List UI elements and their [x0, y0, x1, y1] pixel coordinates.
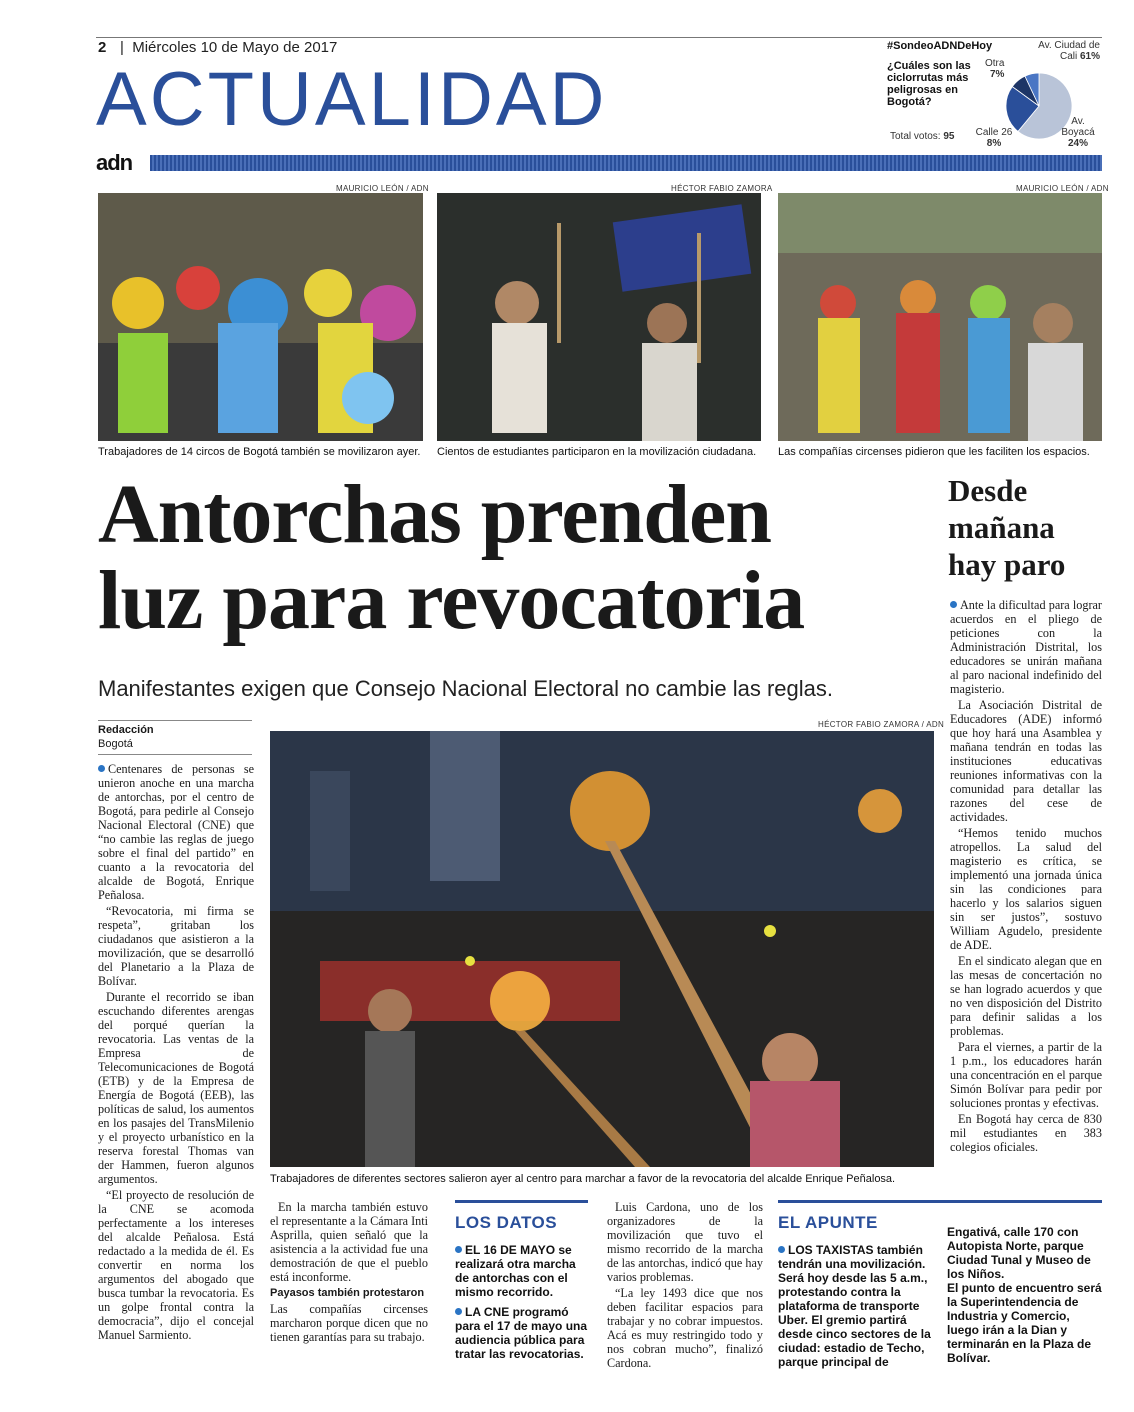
paragraph: En la marcha también estuvo el representante a la Cámara Inti Asprilla, quien señaló que la asistencia a la actividad fue una demostración de que el pueblo está inconforme.	[270, 1200, 429, 1284]
headline-line-2: luz para revocatoria	[98, 554, 805, 647]
photo-credit-main: HÉCTOR FABIO ZAMORA / ADN	[818, 720, 945, 729]
poll-label-calle26-name: Calle 26	[975, 127, 1013, 138]
sidebar-body	[950, 598, 1102, 1156]
headline-line-1: Antorchas prenden	[98, 468, 772, 561]
datos-item-2: LA CNE programó para el 17 de mayo una audiencia pública para tratar las revocatorias.	[455, 1305, 588, 1361]
apunte-column-2: Engativá, calle 170 con Autopista Norte, parque Ciudad Tunal y Museo de los Niños. El punto de encuentro será la Superintendencia de Industria y Comercio, luego irán a la Dian y terminarán en la Plaza de Bolívar.	[947, 1225, 1102, 1365]
inline-subhead: Payasos también protestaron	[270, 1287, 425, 1299]
byline-rule	[98, 720, 252, 721]
paragraph: “El proyecto de resolución de la CNE se acomoda perfectamente a los intereses del alcalde Peñalosa. Está redactado a la medida de él. Es convertir en norma los argumentos del abogado que busca tumbar la revocatoria. Es un golpe frontal contra la democracia”, dijo el concejal Manuel Sarmiento.	[98, 1188, 254, 1342]
paragraph: “La ley 1493 dice que nos deben facilitar espacios para trabajar y no cobrar impuestos. Acá es muy restringido todo y nos cobran mucho”, finalizó Cardona.	[607, 1286, 763, 1370]
photo-caption-3: Las compañías circenses pidieron que les faciliten los espacios.	[778, 446, 1090, 458]
apunte-title: EL APUNTE	[778, 1213, 878, 1232]
adn-logo: adn	[96, 150, 133, 175]
photo-circus-workers	[98, 193, 423, 441]
top-rule	[96, 37, 1102, 38]
date-text: Miércoles 10 de Mayo de 2017	[132, 39, 338, 56]
article-column-4	[607, 1200, 763, 1372]
poll-hashtag: #SondeoADNDeHoy	[887, 40, 993, 52]
paragraph: En Bogotá hay cerca de 830 mil estudiantes en 383 colegios oficiales.	[950, 1112, 1102, 1154]
poll-value-otra: 7%	[990, 69, 1005, 80]
paragraph: Durante el recorrido se iban escuchando diferentes arengas del porqué querían la revocatoria. Las ventas de la Empresa de Telecomunicaciones de Bogotá (ETB) y de la Empresa de Energía de Bogotá (EEB), las políticas de salud, los aumentos en los pasajes del TransMilenio y el proyecto urbanístico en la reserva forestal Thomas van der Hammen, fueron algunos argumentos.	[98, 990, 254, 1186]
poll-label-boyaca	[1056, 116, 1100, 149]
paragraph: La Asociación Distrital de Educadores (ADE) informó que hoy hará una Asamblea y mañana tendrán en todas las instituciones educativas reuniones informativas con la comunidad para detallar las razones del cese de actividades.	[950, 698, 1102, 824]
poll-label-cali	[1038, 40, 1100, 62]
poll-question: ¿Cuáles son las ciclorrutas más peligrosas en Bogotá?	[887, 60, 971, 108]
subheadline: Manifestantes exigen que Consejo Nacional Electoral no cambie las reglas.	[98, 676, 833, 701]
byline: Redacción	[98, 724, 154, 736]
photo-caption-main: Trabajadores de diferentes sectores salieron ayer al centro para marchar a favor de la revocatoria del alcalde Enrique Peñalosa.	[270, 1173, 896, 1185]
bullet-icon	[950, 601, 957, 608]
apunte-column-1: LOS TAXISTAS también tendrán una movilización. Será hoy desde las 5 a.m., protestando contra la plataforma de transporte Uber. El gremio partirá desde cinco sectores de la ciudad: estadio de Techo, parque principal de	[778, 1243, 931, 1369]
datos-item-1: EL 16 DE MAYO se realizará otra marcha de antorchas con el mismo recorrido.	[455, 1243, 576, 1299]
poll-label-otra-name: Otra	[985, 58, 1005, 69]
page-number: 2	[98, 39, 107, 56]
paragraph: Las compañías circenses marcharon porque dicen que no tienen garantías para su trabajo.	[270, 1302, 428, 1344]
paragraph: Ante la dificultad para lograr acuerdos en el pliego de peticiones con la Administración Distrital, los educadores se unirán mañana al paro nacional indefinido del magisterio.	[950, 598, 1102, 696]
poll-label-calle26	[972, 127, 1016, 149]
headline	[98, 468, 805, 647]
section-bar	[150, 155, 1102, 171]
bullet-icon	[98, 765, 105, 772]
byline-location: Bogotá	[98, 738, 133, 750]
datos-rule	[455, 1200, 588, 1203]
paragraph: Luis Cardona, uno de los organizadores de la movilización que tuvo el mismo recorrido de la marcha de las antorchas, indicó que hay varios problemas.	[607, 1200, 763, 1284]
poll-label-boyaca-name: Av. Boyacá	[1061, 116, 1095, 138]
photo-caption-2: Cientos de estudiantes participaron en la movilización ciudadana.	[437, 446, 757, 458]
photo-torch-march	[270, 731, 934, 1167]
datos-title: LOS DATOS	[455, 1213, 558, 1232]
datos-box	[455, 1200, 588, 1361]
sidebar-headline: Desde mañana hay paro	[948, 473, 1066, 582]
poll-value-cali: 61%	[1079, 51, 1100, 62]
paragraph: En el sindicato alegan que en las mesas de concertación no se han logrado acuerdos y que no ven disposición del Distrito para definir salidas a los problemas.	[950, 954, 1102, 1038]
section-title: ACTUALIDAD	[96, 57, 608, 142]
paragraph: “Hemos tenido muchos atropellos. La salud del magisterio es crítica, se implementó una jornada única sin las condiciones para hacerlo y los salarios siguen sin ser justos”, sostuvo William Agudelo, presidente de ADE.	[950, 826, 1102, 952]
poll-label-cali-name: Av. Ciudad de Cali	[1038, 40, 1100, 62]
poll-total-label: Total votos:	[890, 131, 941, 142]
photo-credit-2: HÉCTOR FABIO ZAMORA	[671, 184, 773, 193]
byline-rule-bottom	[98, 754, 252, 755]
apunte-box	[778, 1200, 1102, 1369]
paragraph: Centenares de personas se unieron anoche en una marcha de antorchas, por el centro de Bogotá, para pedirle al Consejo Nacional Electoral (CNE) que “no cambie las reglas de juego sobre el final del partido” en cuanto a la revocatoria del alcalde de Bogotá, Enrique Peñalosa.	[98, 762, 254, 902]
photo-students	[437, 193, 761, 441]
apunte-rule	[778, 1200, 1102, 1203]
paragraph: “Revocatoria, mi firma se respeta”, gritaban los ciudadanos que asistieron a la movilización, que se desarrolló del Planetario a la Plaza de Bolívar.	[98, 904, 254, 988]
article-column-1	[98, 762, 254, 1344]
paragraph: Para el viernes, a partir de la 1 p.m., los educadores harán una concentración en el parque Simón Bolívar para pedir por soluciones prontas y efectivas.	[950, 1040, 1102, 1110]
bullet-icon	[778, 1246, 785, 1253]
photo-credit-3: MAURICIO LEÓN / ADN	[1016, 184, 1109, 193]
photo-caption-1: Trabajadores de 14 circos de Bogotá también se movilizaron ayer.	[98, 446, 421, 458]
poll-total	[890, 131, 955, 142]
poll-label-otra	[985, 58, 1004, 80]
photo-circus-companies	[778, 193, 1102, 441]
apunte-columns	[778, 1225, 1102, 1369]
bullet-icon	[455, 1308, 462, 1315]
article-column-2	[270, 1200, 428, 1346]
poll-total-value: 95	[943, 131, 955, 142]
photo-credit-1: MAURICIO LEÓN / ADN	[336, 184, 429, 193]
page-date: | Miércoles 10 de Mayo de 2017	[120, 39, 338, 56]
poll-value-calle26: 8%	[986, 138, 1002, 149]
bullet-icon	[455, 1246, 462, 1253]
poll-value-boyaca: 24%	[1067, 138, 1088, 149]
